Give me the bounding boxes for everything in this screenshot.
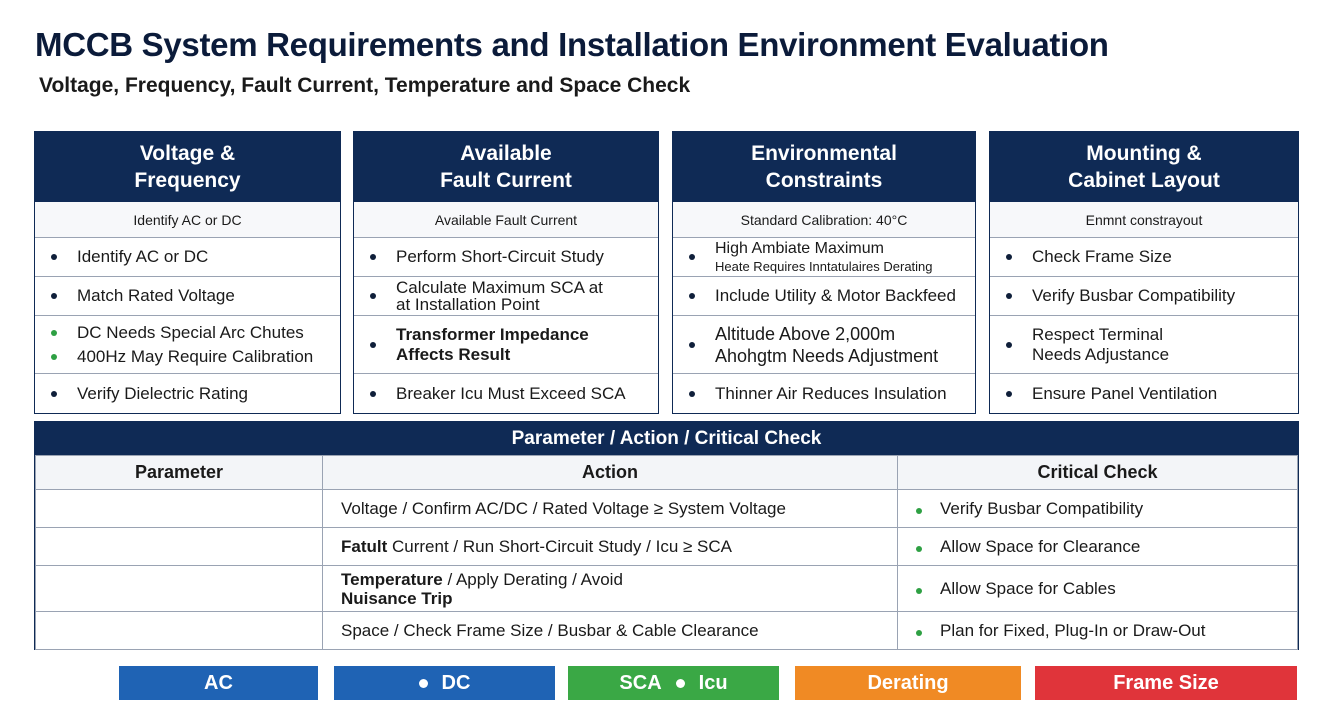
card-item-text: DC Needs Special Arc Chutes (77, 322, 304, 342)
bullet-icon (51, 330, 57, 336)
card-item-text: Needs Adjustance (1032, 344, 1170, 364)
card-label: Identify AC or DC (35, 202, 340, 238)
cell-action-text: / Apply Derating / Avoid (442, 569, 623, 589)
card-item-text: at Installation Point (396, 295, 540, 314)
bullet-icon (1006, 342, 1012, 348)
card-item-text: Perform Short-Circuit Study (396, 247, 604, 266)
card-item-text: Altitude Above 2,000m (715, 323, 896, 344)
table-heading: Parameter / Action / Critical Check (35, 422, 1298, 455)
card-header-line: Cabinet Layout (1068, 169, 1220, 192)
cell-critical-check (898, 528, 1298, 566)
card-header (354, 132, 658, 202)
dot-icon (419, 679, 428, 688)
card-item-text: Heate Requires Inntatulaires Derating (715, 259, 933, 274)
card-item-text: Ahohgtm Needs Adjustment (715, 345, 939, 366)
legend-label: Icu (698, 671, 728, 694)
bullet-icon (689, 254, 695, 260)
card-item-text: Ensure Panel Ventilation (1032, 383, 1218, 403)
bullet-icon (51, 354, 57, 360)
card-header-line: Voltage & (139, 142, 236, 165)
cell-action (323, 566, 898, 612)
legend-label: DC (441, 671, 471, 694)
card-label: Available Fault Current (354, 202, 658, 238)
cell-check-text: Allow Space for Cables (940, 578, 1116, 598)
bullet-icon (1006, 391, 1012, 397)
cell-parameter (36, 528, 323, 566)
bullet-icon (370, 293, 376, 299)
table-row (36, 490, 1298, 528)
card-header-line: Constraints (765, 169, 883, 192)
card-item-text: Verify Busbar Compatibility (1032, 286, 1236, 305)
card-item-text: High Ambiate Maximum (715, 240, 884, 257)
bullet-icon (689, 391, 695, 397)
cell-action (323, 528, 898, 566)
legend-label: Derating (867, 671, 949, 694)
card-header (35, 132, 340, 202)
card-item (354, 277, 658, 316)
card-item (673, 277, 975, 316)
card-header-line: Environmental (751, 142, 897, 165)
card-item (354, 238, 658, 277)
bullet-icon (1006, 254, 1012, 260)
card-item (990, 374, 1298, 413)
cell-check-text: Plan for Fixed, Plug-In or Draw-Out (940, 620, 1206, 640)
table-header-row (36, 456, 1298, 490)
card-environmental-constraints (672, 131, 976, 414)
card-item-text: Affects Result (396, 344, 511, 364)
card-item (354, 374, 658, 413)
cell-critical-check (898, 566, 1298, 612)
card-item-text: Identify AC or DC (77, 247, 209, 266)
card-item (35, 316, 340, 374)
cell-action-bold: Fatult (341, 536, 388, 556)
legend-sca-icu (568, 666, 779, 700)
card-item-text: Check Frame Size (1032, 247, 1172, 266)
bullet-icon (51, 254, 57, 260)
cell-critical-check (898, 612, 1298, 650)
card-item (990, 316, 1298, 374)
bullet-icon (916, 588, 922, 594)
card-item-text: 400Hz May Require Calibration (77, 346, 314, 366)
card-voltage-frequency (34, 131, 341, 414)
card-mounting-cabinet-layout (989, 131, 1299, 414)
card-header-line: Mounting & (1086, 142, 1202, 165)
page-title: MCCB System Requirements and Installation Environment Evaluation (35, 26, 1109, 63)
table-row (36, 566, 1298, 612)
column-header-parameter: Parameter (36, 456, 323, 490)
cell-check-text: Allow Space for Clearance (940, 536, 1141, 556)
card-header-line: Fault Current (440, 169, 572, 192)
card-item (990, 238, 1298, 277)
card-item-text: Calculate Maximum SCA at (396, 278, 603, 297)
bullet-icon (370, 391, 376, 397)
card-item-text: Transformer Impedance (396, 324, 589, 344)
card-item-text: Respect Terminal (1032, 324, 1164, 344)
card-item (354, 316, 658, 374)
card-item (35, 277, 340, 316)
table-row (36, 612, 1298, 650)
bullet-icon (916, 508, 922, 514)
cell-action-bold: Temperature (341, 569, 443, 589)
card-label: Standard Calibration: 40°C (673, 202, 975, 238)
parameter-action-table (34, 421, 1299, 650)
legend-label: AC (204, 671, 233, 694)
legend-dc (334, 666, 555, 700)
cell-parameter (36, 566, 323, 612)
bullet-icon (689, 293, 695, 299)
bullet-icon (916, 630, 922, 636)
table (35, 455, 1298, 650)
card-item-text: Include Utility & Motor Backfeed (715, 286, 956, 305)
bullet-icon (51, 293, 57, 299)
card-item-text: Match Rated Voltage (77, 286, 235, 305)
card-header-line: Frequency (134, 169, 241, 192)
card-available-fault-current (353, 131, 659, 414)
column-header-critical-check: Critical Check (898, 456, 1298, 490)
card-header-line: Available (460, 142, 552, 165)
card-label: Enmnt constrayout (990, 202, 1298, 238)
bullet-icon (689, 342, 695, 348)
bullet-icon (1006, 293, 1012, 299)
card-item-text: Verify Dielectric Rating (77, 383, 249, 403)
legend-label: Frame Size (1113, 671, 1219, 694)
cell-parameter (36, 490, 323, 528)
cell-action-text: Space / Check Frame Size / Busbar & Cable Clearance (341, 620, 759, 640)
card-item (673, 238, 975, 277)
cell-action-text: Voltage / Confirm AC/DC / Rated Voltage ≥ System Voltage (341, 498, 786, 518)
cell-action (323, 490, 898, 528)
card-item (673, 374, 975, 413)
card-header (673, 132, 975, 202)
bullet-icon (51, 391, 57, 397)
bullet-icon (916, 546, 922, 552)
legend-derating (795, 666, 1021, 700)
cell-action-bold: Nuisance Trip (341, 588, 453, 608)
card-header (990, 132, 1298, 202)
card-item (990, 277, 1298, 316)
card-item (673, 316, 975, 374)
cell-critical-check (898, 490, 1298, 528)
legend-ac (119, 666, 318, 700)
column-header-action: Action (323, 456, 898, 490)
legend-label: SCA (619, 671, 662, 694)
table-row (36, 528, 1298, 566)
legend-frame-size (1035, 666, 1297, 700)
cell-action-text: Current / Run Short-Circuit Study / Icu ≥ SCA (387, 536, 733, 556)
page-subtitle: Voltage, Frequency, Fault Current, Temperature and Space Check (39, 74, 691, 97)
cell-parameter (36, 612, 323, 650)
card-item (35, 238, 340, 277)
card-item-text: Breaker Icu Must Exceed SCA (396, 383, 626, 403)
cell-action (323, 612, 898, 650)
cell-check-text: Verify Busbar Compatibility (940, 498, 1144, 518)
dot-icon (676, 679, 685, 688)
bullet-icon (370, 254, 376, 260)
card-item (35, 374, 340, 413)
card-item-text: Thinner Air Reduces Insulation (715, 383, 947, 403)
bullet-icon (370, 342, 376, 348)
